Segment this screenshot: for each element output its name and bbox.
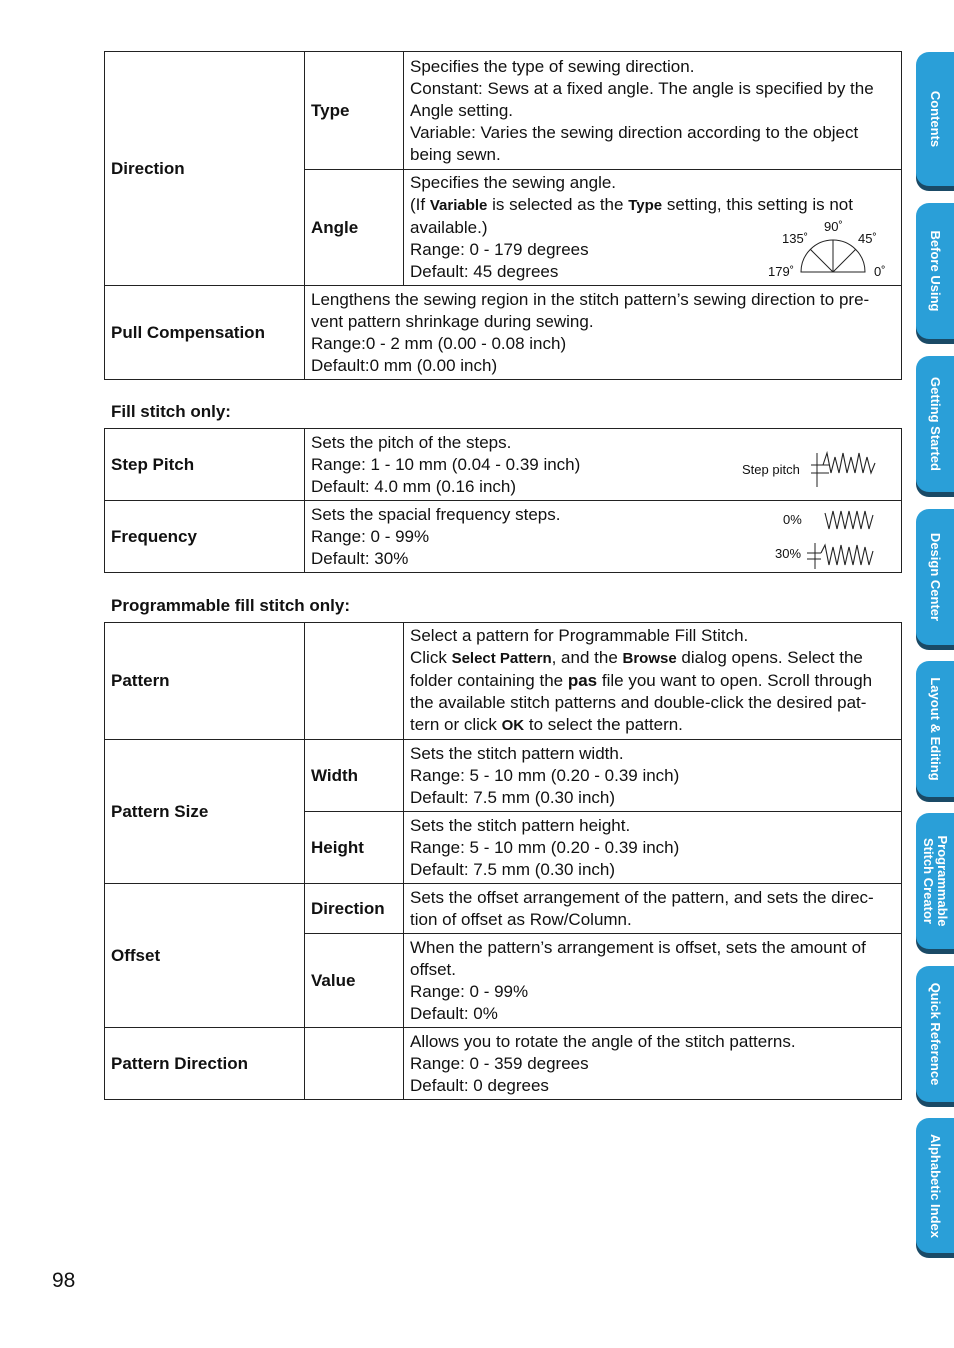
angle-description <box>404 170 902 286</box>
fill-stitch-heading: Fill stitch only: <box>111 402 231 421</box>
desc-line: Sets the stitch pattern width. <box>410 743 624 763</box>
desc-line <box>410 194 895 217</box>
desc-line: Default: 4.0 mm (0.16 inch) <box>311 476 517 496</box>
step-pitch-diagram <box>737 449 897 491</box>
angle-135-label: 135˚ <box>782 231 809 246</box>
desc-line: Default: 0% <box>410 1003 498 1023</box>
tab-layout-editing[interactable] <box>916 661 954 797</box>
desc-line: Specifies the type of sewing direction. <box>410 56 695 76</box>
tab-quick-reference[interactable] <box>916 966 954 1102</box>
file-extension-pas: pas <box>567 671 598 690</box>
desc-line: Sets the pitch of the steps. <box>311 432 512 452</box>
pattern-direction-label: Pattern Direction <box>105 1028 305 1100</box>
desc-line: Allows you to rotate the angle of the stitch patterns. <box>410 1031 796 1051</box>
page-number: 98 <box>52 1269 76 1292</box>
frequency-diagram <box>775 505 899 571</box>
text-run: Click <box>410 648 452 667</box>
tab-label: Alphabetic Index <box>928 1133 943 1238</box>
desc-line: When the pattern’s arrangement is offset, sets the amount of <box>410 937 866 957</box>
pattern-label: Pattern <box>105 623 305 740</box>
text-run: file you want to open. Scroll through <box>597 671 873 690</box>
desc-line: Lengthens the sewing region in the stitch pattern’s sewing direction to pre- <box>311 289 870 309</box>
desc-line <box>410 647 895 670</box>
tab-design-center[interactable] <box>916 509 954 645</box>
angle-90-label: 90˚ <box>824 219 843 234</box>
desc-line: Default: 7.5 mm (0.30 inch) <box>410 859 616 879</box>
desc-line: Default:0 mm (0.00 inch) <box>311 355 498 375</box>
step-pitch-description <box>305 429 902 501</box>
pattern-description <box>404 623 902 740</box>
desc-line: Default: 7.5 mm (0.30 inch) <box>410 787 616 807</box>
desc-line: Default: 30% <box>311 548 409 568</box>
step-pitch-diagram-label: Step pitch <box>742 462 800 477</box>
tab-label: Contents <box>928 90 943 148</box>
tab-label: Layout & Editing <box>928 677 943 781</box>
tab-contents[interactable] <box>916 52 954 186</box>
text-run: tern or click <box>410 715 502 734</box>
programmable-fill-table <box>104 622 902 1100</box>
desc-line: Specifies the sewing angle. <box>410 173 617 192</box>
desc-line: Range: 0 - 359 degrees <box>410 1053 589 1073</box>
desc-line: Angle setting. <box>410 100 514 120</box>
programmable-fill-heading: Programmable fill stitch only: <box>111 596 350 615</box>
tab-label: Before Using <box>928 230 943 312</box>
section-tabs <box>916 0 954 1348</box>
desc-line: Range: 0 - 99% <box>410 981 529 1001</box>
text-run: setting, this setting is not <box>662 195 853 214</box>
desc-line: Default: 45 degrees <box>410 262 559 281</box>
tab-label: Programmable Stitch Creator <box>921 835 950 927</box>
angle-45-label: 45˚ <box>858 231 877 246</box>
height-description <box>404 812 902 884</box>
desc-line: offset. <box>410 959 456 979</box>
offset-value-description <box>404 934 902 1028</box>
tab-label: Design Center <box>928 532 943 622</box>
text-run: is selected as the <box>487 195 629 214</box>
empty-cell <box>305 623 404 740</box>
desc-line <box>410 714 895 737</box>
offset-value-label: Value <box>305 934 404 1028</box>
desc-line: being sewn. <box>410 144 501 164</box>
desc-line: Sets the spacial frequency steps. <box>311 504 561 524</box>
desc-line: Default: 0 degrees <box>410 1075 549 1095</box>
width-description <box>404 740 902 812</box>
pattern-size-label: Pattern Size <box>105 740 305 884</box>
type-description <box>404 52 902 170</box>
frequency-0-label: 0% <box>783 512 802 527</box>
angle-label: Angle <box>305 170 404 286</box>
frequency-label: Frequency <box>105 501 305 573</box>
tab-programmable-stitch-creator[interactable] <box>916 813 954 949</box>
text-run: to select the pattern. <box>524 715 683 734</box>
tab-alphabetic-index[interactable] <box>916 1118 954 1253</box>
direction-settings-table <box>104 51 902 380</box>
fill-stitch-table <box>104 428 902 573</box>
desc-line: Range: 5 - 10 mm (0.20 - 0.39 inch) <box>410 765 680 785</box>
text-run: , and the <box>551 648 623 667</box>
desc-line: Range: 0 - 179 degrees <box>410 240 589 259</box>
step-pitch-label: Step Pitch <box>105 429 305 501</box>
frequency-description <box>305 501 902 573</box>
desc-line: Range: 0 - 99% <box>311 526 430 546</box>
desc-line: Range:0 - 2 mm (0.00 - 0.08 inch) <box>311 333 567 353</box>
tab-label: Getting Started <box>928 377 943 471</box>
desc-line: Sets the offset arrangement of the pattern, and sets the direc- <box>410 887 874 907</box>
desc-line: Variable: Varies the sewing direction according to the object <box>410 122 859 142</box>
tab-label: Quick Reference <box>928 982 943 1086</box>
text-run: dialog opens. Select the <box>676 648 863 667</box>
desc-line: Select a pattern for Programmable Fill Stitch. <box>410 626 749 645</box>
desc-line: the available stitch patterns and double-click the desired pat- <box>410 693 867 712</box>
ui-term-variable: Variable <box>429 197 488 214</box>
desc-line: tion of offset as Row/Column. <box>410 909 632 929</box>
frequency-30-label: 30% <box>775 546 802 561</box>
height-label: Height <box>305 812 404 884</box>
offset-direction-label: Direction <box>305 884 404 934</box>
desc-line: Constant: Sews at a fixed angle. The angle is specified by the <box>410 78 874 98</box>
pattern-direction-description <box>404 1028 902 1100</box>
type-label: Type <box>305 52 404 170</box>
empty-cell <box>305 1028 404 1100</box>
text-run: folder containing the <box>410 671 568 690</box>
width-label: Width <box>305 740 404 812</box>
ui-term-type: Type <box>628 197 663 214</box>
offset-direction-description <box>404 884 902 934</box>
tab-before-using[interactable] <box>916 203 954 339</box>
desc-line: available.) <box>410 218 488 237</box>
angle-diagram <box>766 216 896 280</box>
angle-179-label: 179˚ <box>768 264 795 279</box>
desc-line: Sets the stitch pattern height. <box>410 815 631 835</box>
desc-line <box>410 670 895 692</box>
offset-label: Offset <box>105 884 305 1028</box>
pull-compensation-label: Pull Compensation <box>105 286 305 380</box>
tab-getting-started[interactable] <box>916 356 954 492</box>
text-run: (If <box>410 195 430 214</box>
ui-term-ok: OK <box>501 717 525 734</box>
ui-term-browse: Browse <box>622 650 677 667</box>
desc-line: Range: 5 - 10 mm (0.20 - 0.39 inch) <box>410 837 680 857</box>
direction-label: Direction <box>105 52 305 286</box>
ui-term-select-pattern: Select Pattern <box>451 650 552 667</box>
pull-compensation-description <box>305 286 902 380</box>
desc-line: Range: 1 - 10 mm (0.04 - 0.39 inch) <box>311 454 581 474</box>
desc-line: vent pattern shrinkage during sewing. <box>311 311 594 331</box>
angle-0-label: 0˚ <box>874 264 886 279</box>
